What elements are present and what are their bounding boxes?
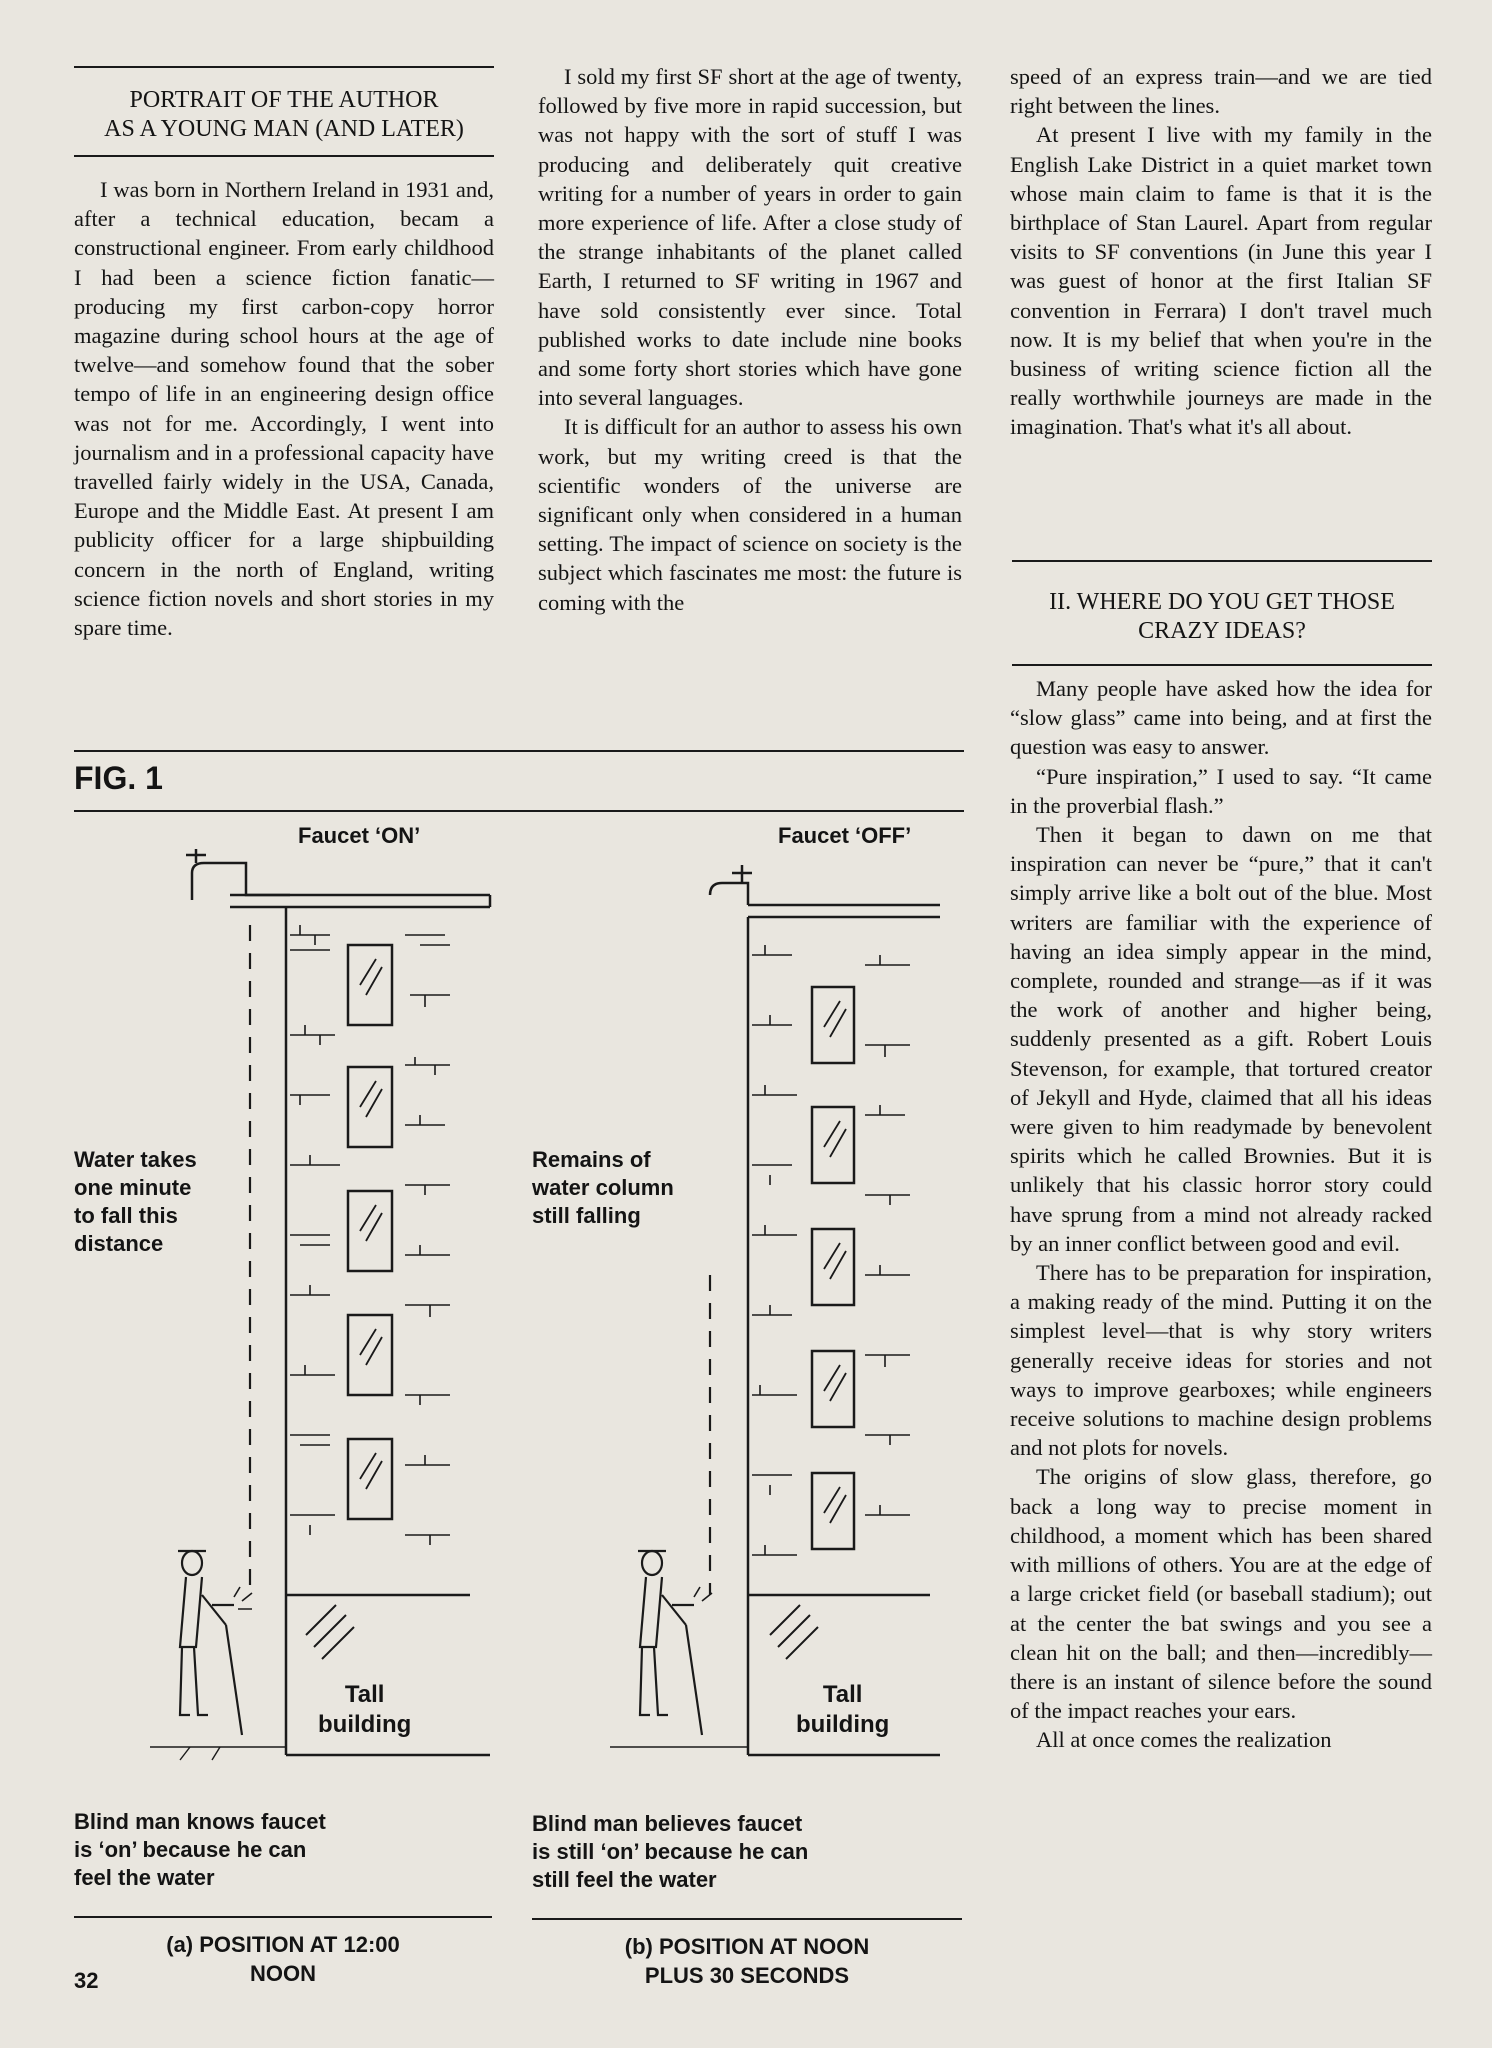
col1-top-rule: [74, 66, 494, 68]
column3-section-body: [1010, 674, 1432, 1755]
caption-line: PLUS 30 SECONDS: [644, 1963, 850, 1988]
panel-a-bottom-label: [74, 1808, 326, 1892]
paragraph: The origins of slow glass, therefore, go back a long way to precise moment in childhood, a moment which has been shared with millions of others. You are at the edge of a large cricket field (or baseball stadium); out at the center the bat swings and you see a clean hit on the ball; and then—incredibly—there is an instant of silence before the sound of the impact reaches your ears.: [1010, 1464, 1432, 1724]
window: [348, 1315, 392, 1395]
window: [812, 1473, 854, 1549]
heading-line: CRAZY IDEAS?: [1138, 618, 1306, 644]
window: [348, 945, 392, 1025]
faucet-icon: [710, 883, 748, 905]
paragraph: Many people have asked how the idea for “slow glass” came into being, and at first the question was easy to answer.: [1010, 676, 1432, 760]
column1-body: [74, 175, 494, 642]
section-heading-crazy-ideas: [1012, 588, 1432, 646]
panel-a-side-label: [74, 1146, 197, 1258]
label-line: still falling: [532, 1203, 641, 1228]
panel-a-illustration: [150, 835, 500, 1765]
heading-line: AS A YOUNG MAN (AND LATER): [104, 116, 464, 142]
label-line: Blind man knows faucet: [74, 1809, 326, 1834]
paragraph: All at once comes the realization: [1036, 1727, 1332, 1753]
panel-a-building-label: [318, 1680, 411, 1740]
panel-b-bottom-label: [532, 1810, 808, 1894]
label-line: Water takes: [74, 1147, 197, 1172]
window: [812, 1107, 854, 1183]
figure-title-rule: [74, 810, 964, 812]
label-line: building: [318, 1711, 412, 1738]
col3-section-rule-top: [1012, 560, 1432, 562]
panel-a-caption: [74, 1930, 492, 1988]
window: [812, 1351, 854, 1427]
figure-title: FIG. 1: [74, 760, 163, 796]
heading-line: PORTRAIT OF THE AUTHOR: [129, 87, 439, 113]
label-line: is still ‘on’ because he can: [532, 1839, 809, 1864]
caption-line: (a) POSITION AT 12:00: [166, 1932, 400, 1957]
col1-heading-rule: [74, 155, 494, 157]
panel-b-building-label: [796, 1680, 889, 1740]
label-line: one minute: [74, 1175, 192, 1200]
paragraph: There has to be preparation for inspiration, a making ready of the mind. Putting it on the simplest level—that is why story writers generally receive ideas for stories and not ways to improve gearboxes; while engineers receive solutions to machine design problems and not plots for novels.: [1010, 1260, 1432, 1461]
column2-body: [538, 62, 962, 617]
panel-a-caption-rule: [74, 1916, 492, 1918]
label-line: Tall: [344, 1681, 385, 1708]
heading-line: II. WHERE DO YOU GET THOSE: [1049, 589, 1395, 615]
section-heading-portrait: [74, 86, 494, 144]
blind-man-figure: [178, 1551, 242, 1735]
label-line: building: [796, 1711, 890, 1738]
panel-b-caption-rule: [532, 1918, 962, 1920]
paragraph: At present I live with my family in the English Lake District in a quiet market town whose main claim to fame is that it is the birthplace of Stan Laurel. Apart from regular visits to SF conventions (in June this year I was guest of honor at the first Italian SF convention in Ferrara) I don't travel much now. It is my belief that when you're in the business of writing science fiction all the really worthwhile journeys are made in the imagination. That's what it's all about.: [1010, 122, 1432, 440]
label-line: Blind man believes faucet: [532, 1811, 803, 1836]
label-line: to fall this: [74, 1203, 178, 1228]
paragraph: speed of an express train—and we are tied right between the lines.: [1010, 64, 1432, 119]
paragraph: “Pure inspiration,” I used to say. “It came in the proverbial flash.”: [1010, 763, 1432, 818]
page-number: 32: [74, 1968, 99, 1993]
label-line: still feel the water: [532, 1867, 717, 1892]
panel-b-caption: [532, 1932, 962, 1990]
window: [348, 1191, 392, 1271]
label-line: Tall: [822, 1681, 863, 1708]
label-line: feel the water: [74, 1865, 215, 1890]
faucet-off-label: Faucet ‘OFF’: [778, 823, 912, 848]
panel-b-illustration: [610, 855, 940, 1765]
paragraph: I was born in Northern Ireland in 1931 and, after a technical education, becam a constructional engineer. From early childhood I had been a science fiction fanatic—producing my first carbon-copy horror magazine during school hours at the age of twelve—and somehow found that the sober tempo of life in an engineering design office was not for me. Accordingly, I went into journalism and in a professional capacity have travelled fairly widely in the USA, Canada, Europe and the Middle East. At present I am publicity officer for a large shipbuilding concern in the north of England, writing science fiction novels and short stories in my spare time.: [74, 177, 494, 641]
window: [348, 1067, 392, 1147]
caption-line: NOON: [250, 1961, 316, 1986]
label-line: water column: [532, 1175, 674, 1200]
window: [812, 987, 854, 1063]
paragraph: It is difficult for an author to assess his own work, but my writing creed is that the scientific wonders of the universe are significant only when considered in a human setting. The impact of science on society is the subject which fascinates me most: the future is coming with the: [538, 414, 962, 615]
label-line: distance: [74, 1231, 164, 1256]
window: [812, 1229, 854, 1305]
col3-section-rule-bottom: [1012, 664, 1432, 666]
window: [348, 1439, 392, 1519]
figure-top-rule: [74, 750, 964, 752]
label-line: is ‘on’ because he can: [74, 1837, 307, 1862]
caption-line: (b) POSITION AT NOON: [624, 1934, 870, 1959]
faucet-on-label: Faucet ‘ON’: [298, 823, 421, 848]
paragraph: I sold my first SF short at the age of twenty, followed by five more in rapid succession, but was not happy with the sort of stuff I was producing and deliberately quit creative writing for a number of years in order to gain more experience of life. After a close study of the strange inhabitants of the planet called Earth, I returned to SF writing in 1967 and have sold consistently ever since. Total published works to date include nine books and some forty short stories which have gone into several languages.: [538, 64, 962, 411]
paragraph: Then it began to dawn on me that inspiration can never be “pure,” that it can't simply arrive like a bolt out of the blue. Most writers are familiar with the experience of having an idea simply appear in the mind, complete, rounded and strange—as if it was the work of another and higher being, suddenly presented as a gift. Robert Louis Stevenson, for example, that tortured creator of Jekyll and Hyde, claimed that all his ideas were given to him readymade by benevolent spirits which he called Brownies. But it is unlikely that his classic horror story could have sprung from a mind not already racked by an inner conflict between good and evil.: [1010, 822, 1432, 1256]
column3-top-body: [1010, 62, 1432, 442]
blind-man-figure: [638, 1551, 702, 1735]
label-line: Remains of: [532, 1147, 651, 1172]
panel-b-side-label: [532, 1146, 674, 1230]
